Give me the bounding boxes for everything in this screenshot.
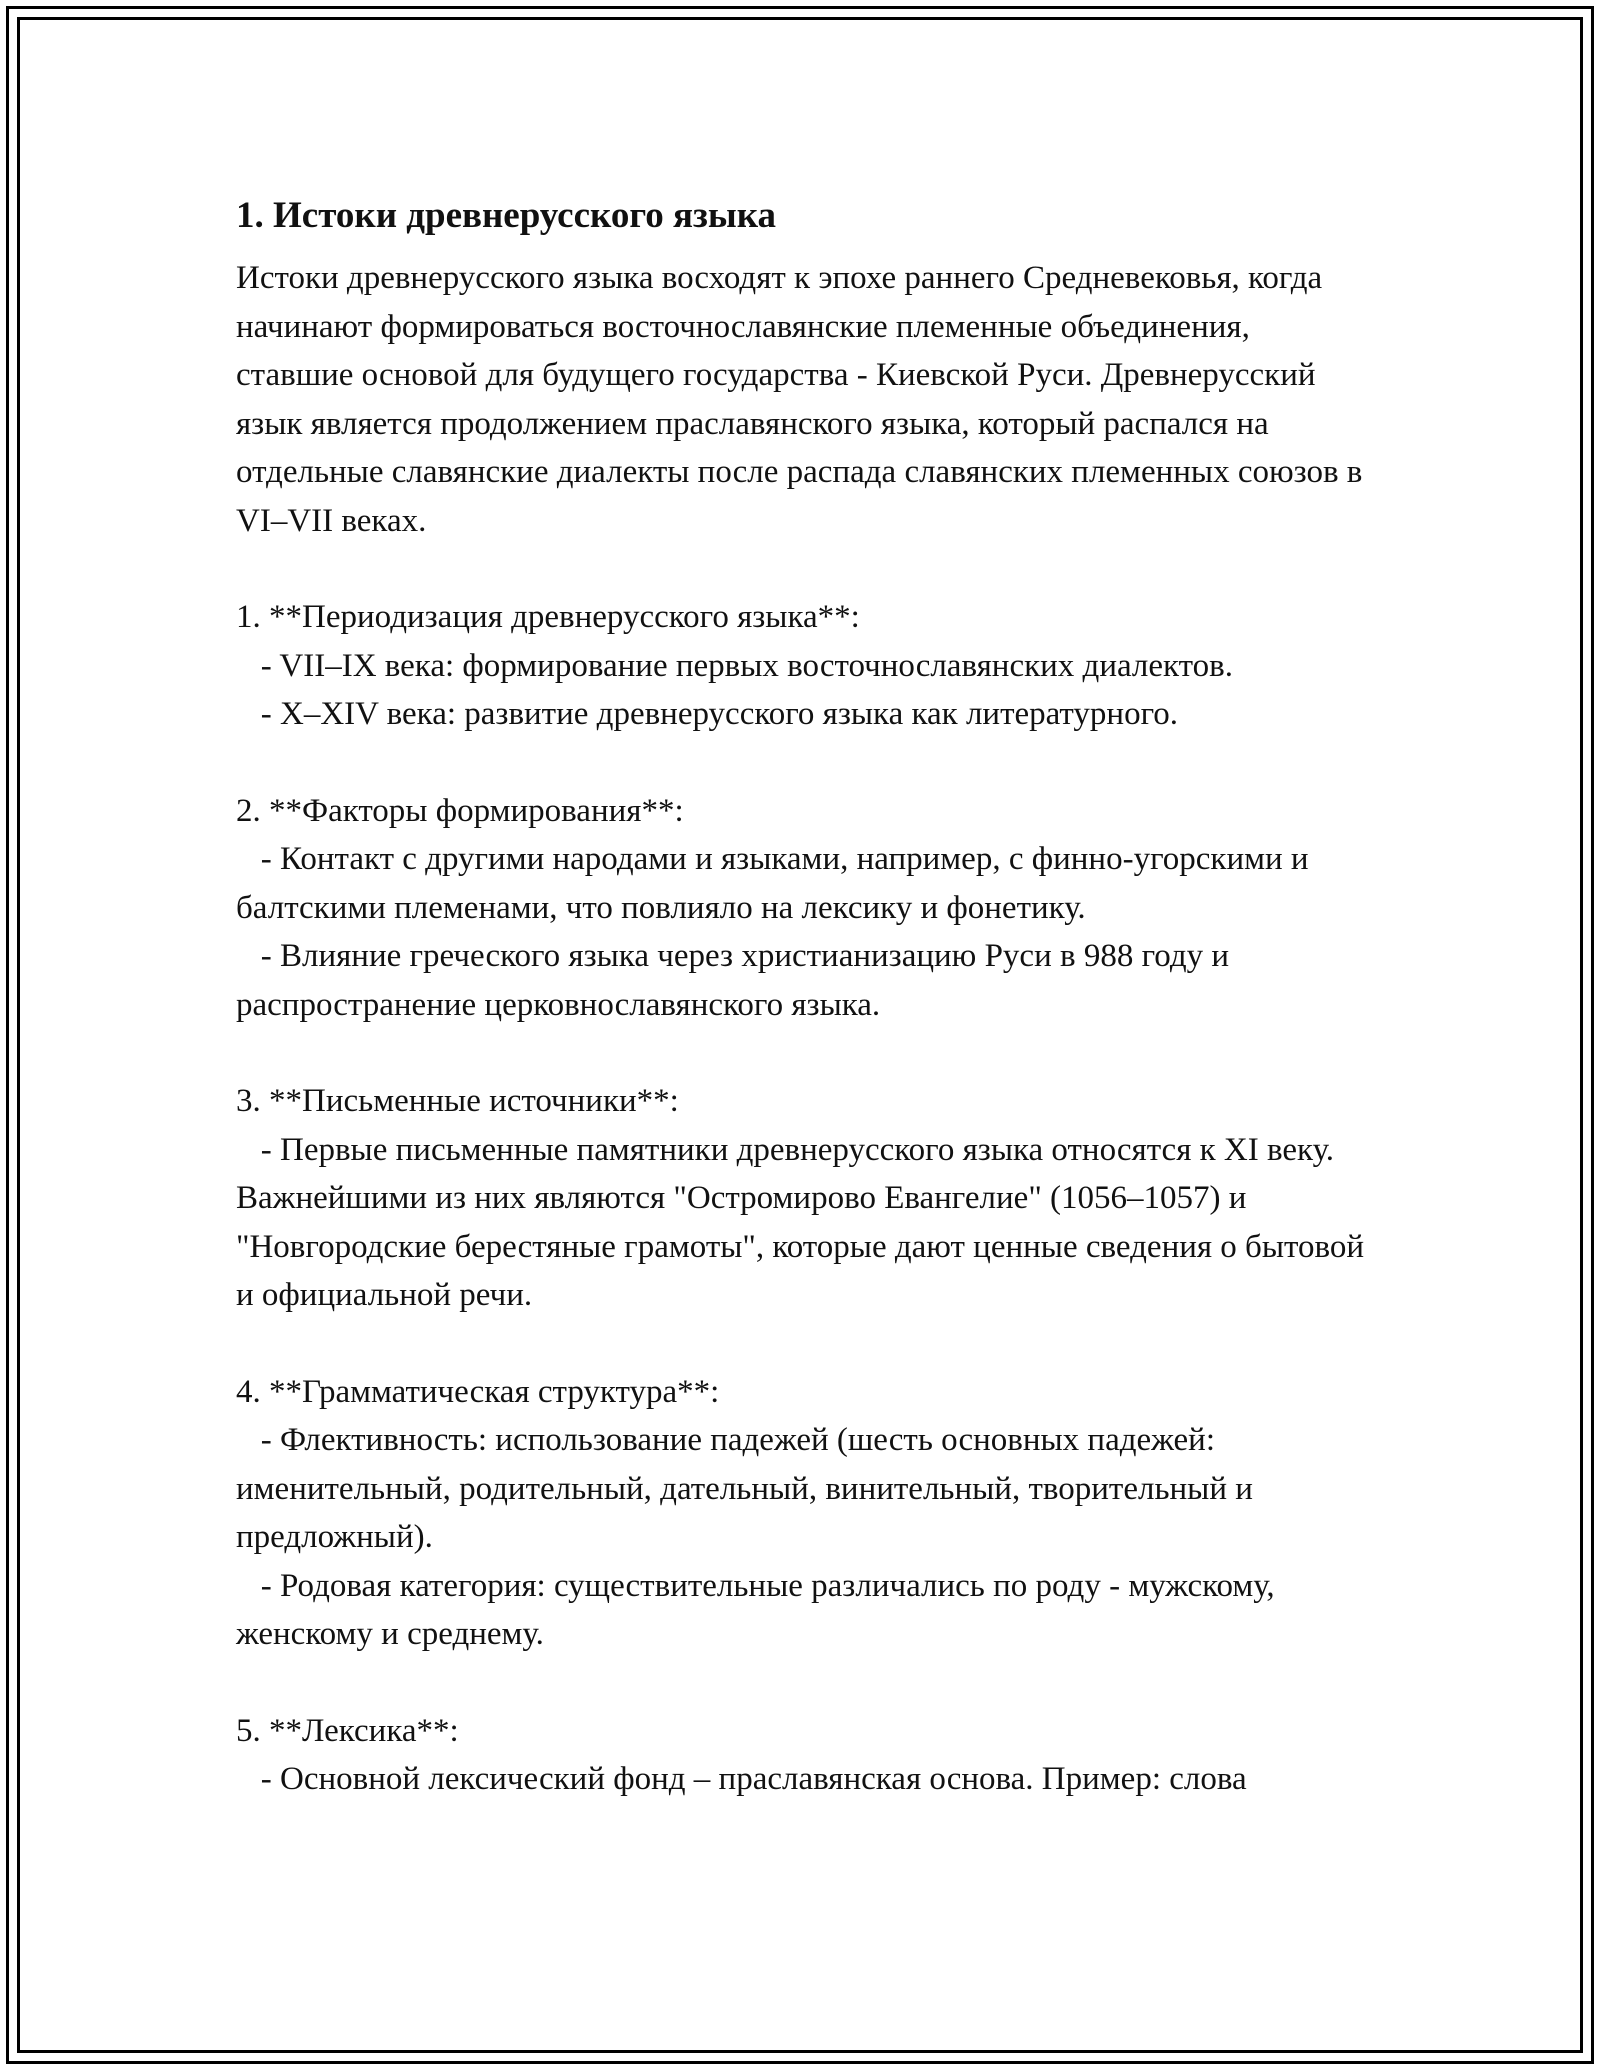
intro-paragraph: Истоки древнерусского языка восходят к эпохе раннего Средневековья, когда начинают формироваться восточнославянские племенные объединения, ставшие основой для будущего государства - Киевской Руси. Древнерусский язык является продолжением праславянского языка, который распался на отдельные славянские диалекты после распада славянских племенных союзов в VI–VII веках. [236, 260, 1371, 539]
document-body [236, 186, 1373, 1804]
section-factors [236, 787, 1366, 1030]
section-periodization [236, 593, 1366, 739]
list-item: - Контакт с другими народами и языками, например, с финно-угорскими и балтскими племенами, что повлияло на лексику и фонетику. [236, 841, 1317, 926]
list-item: - Влияние греческого языка через христианизацию Руси в 988 году и распространение церковнославянского языка. [236, 938, 1238, 1023]
list-item: - Основной лексический фонд – праславянская основа. Пример: слова [236, 1761, 1247, 1797]
section-title: 3. **Письменные источники**: [236, 1083, 679, 1119]
section-title: 1. **Периодизация древнерусского языка**: [236, 599, 860, 635]
section-lexicon [236, 1707, 1366, 1804]
list-item: - Родовая категория: существительные различались по роду - мужскому, женскому и среднему. [236, 1567, 1283, 1652]
section-title: 5. **Лексика**: [236, 1712, 459, 1749]
section-grammar [236, 1368, 1366, 1659]
list-item: - X–XIV века: развитие древнерусского языка как литературного. [236, 696, 1179, 732]
section-written-sources [236, 1077, 1373, 1320]
list-item: - Первые письменные памятники древнерусского языка относятся к XI веку. Важнейшими из них являются "Остромирово Евангелие" (1056–1057) и "Новгородские берестяные грамоты", которые дают ценные сведения о бытовой и официальной речи. [236, 1131, 1373, 1313]
section-title: 2. **Факторы формирования**: [236, 792, 684, 829]
list-item: - Флективность: использование падежей (шесть основных падежей: именительный, родительный, дательный, винительный, творительный и предложный). [236, 1422, 1262, 1555]
section-heading: 1. Истоки древнерусского языка [236, 195, 777, 236]
section-title: 4. **Грамматическая структура**: [236, 1373, 720, 1410]
list-item: - VII–IX века: формирование первых восточнославянских диалектов. [236, 647, 1233, 684]
